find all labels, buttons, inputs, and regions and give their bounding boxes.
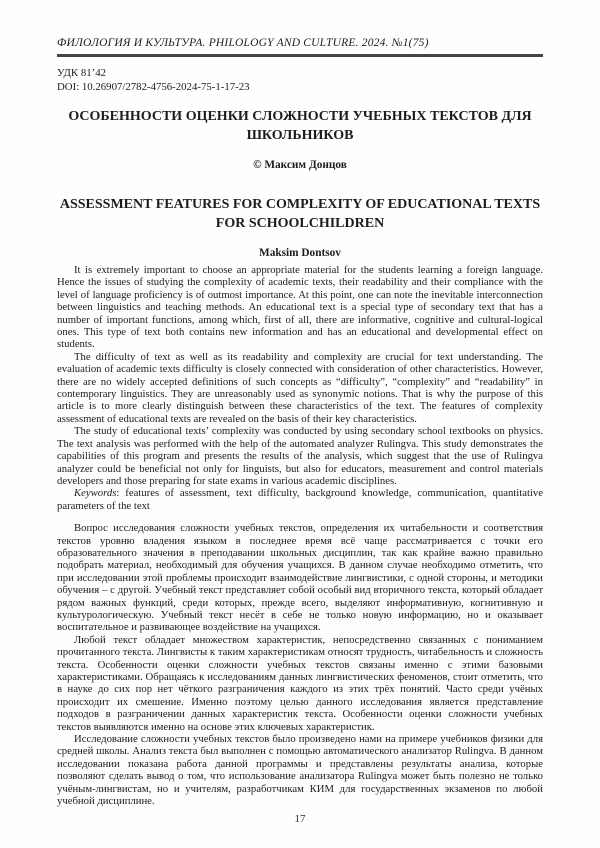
- article-body-russian: [57, 522, 543, 807]
- page-number: 17: [294, 813, 306, 825]
- article-author-en: Maksim Dontsov: [259, 247, 341, 259]
- journal-header: ФИЛОЛОГИЯ И КУЛЬТУРА. PHILOLOGY AND CULTURE. 2024. №1(75): [57, 37, 543, 57]
- abstract-en-paragraph-3: The study of educational texts’ complexity was conducted by using secondary school textbooks on physics. The text analysis was performed with the help of the automated analyzer Rulingva. This study demonstrates the capabilities of this program and presents the results of the analysis, which suggest that the use of Rulingva analyzer could be beneficial not only for linguists, but also for educators, measurement and control materials developers and those preparing for state exams in various academic disciplines.: [57, 425, 543, 487]
- keywords-text: : features of assessment, text difficulty, background knowledge, communication, quantitative parameters of the text: [57, 487, 543, 512]
- udk-code: УДК 81’42: [57, 67, 107, 79]
- abstract-ru-paragraph-2: Любой текст обладает множеством характеристик, непосредственно связанных с пониманием прочитанного текста. Лингвисты к таким характеристикам относят трудность, читабельность и сложность текста. Особенности оценки сложности учебных текстов связаны именно с этими базовыми характеристиками. Обращаясь к исследованиям данных лингвистических феноменов, стоит отметить, что в науке до сих пор нет чёткого разграничения каждого из этих трёх понятий. Часто среди учёных происходит их смешение. Именно поэтому целью данного исследования является представление подходов в разграничении данных характеристик текста. Особенности оценки сложности учебных текстов выявляются именно на основе этих ключевых характеристик.: [57, 633, 543, 733]
- article-author-ru: © Максим Донцов: [253, 159, 347, 171]
- abstract-en-paragraph-1: It is extremely important to choose an appropriate material for the students learning a foreign language. Hence the issues of studying the complexity of academic texts, their readability and their compliance with the level of language proficiency is of outmost importance. At this point, one can note the inevitable interconnection between linguistics and teaching methods. An educational text is a special type of secondary text that has a number of important functions, among which, first of all, there are informative, cognitive and cultural-logical ones. This type of text both contains new information and has an educational and developmental effect on students.: [57, 264, 543, 351]
- article-title-ru: ОСОБЕННОСТИ ОЦЕНКИ СЛОЖНОСТИ УЧЕБНЫХ ТЕКСТОВ ДЛЯ ШКОЛЬНИКОВ: [68, 109, 532, 143]
- article-title-en: ASSESSMENT FEATURES FOR COMPLEXITY OF EDUCATIONAL TEXTS FOR SCHOOLCHILDREN: [59, 197, 541, 231]
- abstract-ru-paragraph-3: Исследование сложности учебных текстов было произведено нами на примере учебников физики для средней школы. Анализ текста был выполнен с помощью автоматического анализатор Rulingva. В данном исследовании показана работа данной программы и представлены результаты анализа, которые позволяют сделать вывод о том, что использование анализатора Rulingva может быть полезно не только учёным-лингвистам, но и учителям, разработчикам КИМ для государственных экзаменов по любой учебной дисциплине.: [57, 733, 543, 808]
- doi-code: DOI: 10.26907/2782-4756-2024-75-1-17-23: [57, 81, 250, 93]
- keywords-paragraph: [57, 487, 543, 512]
- article-meta: [57, 66, 543, 94]
- abstract-english: [57, 264, 543, 512]
- abstract-en-paragraph-2: The difficulty of text as well as its readability and complexity are crucial for text understanding. The evaluation of academic texts difficulty is closely connected with consideration of other characteristics. However, there are no widely accepted definitions of such concepts as “difficulty”, “complexity” and “readability” in contemporary linguistics. They are unreasonably used as synonymic notions. That is why the purpose of this article is to more clearly distinguish between these characteristics of the text. The features of complexity assessment of educational texts are revealed on the basis of their key characteristics.: [57, 350, 543, 425]
- keywords-label: Keywords: [74, 487, 117, 500]
- abstract-ru-paragraph-1: Вопрос исследования сложности учебных текстов, определения их читабельности и соответствия текстов уровню владения языком в последнее время всё чаще рассматривается с точки его образовательного значения в преподавании школьных дисциплин, так как крайне важно правильно подобрать материал, необходимый для обучения учащихся. В данном случае необходимо отметить, что при исследовании этой проблемы происходит взаимодействие лингвистики, с одной стороны, и методики обучения – с другой. Учебный текст представляет собой особый вид вторичного текста, который обладает рядом важных функций, среди которых, прежде всего, выделяют информативную, когнитивную и культурологическую. Учебный текст несёт в себе не только новую информацию, но и оказывает воспитательное и развивающее воздействие на учащихся.: [57, 522, 543, 634]
